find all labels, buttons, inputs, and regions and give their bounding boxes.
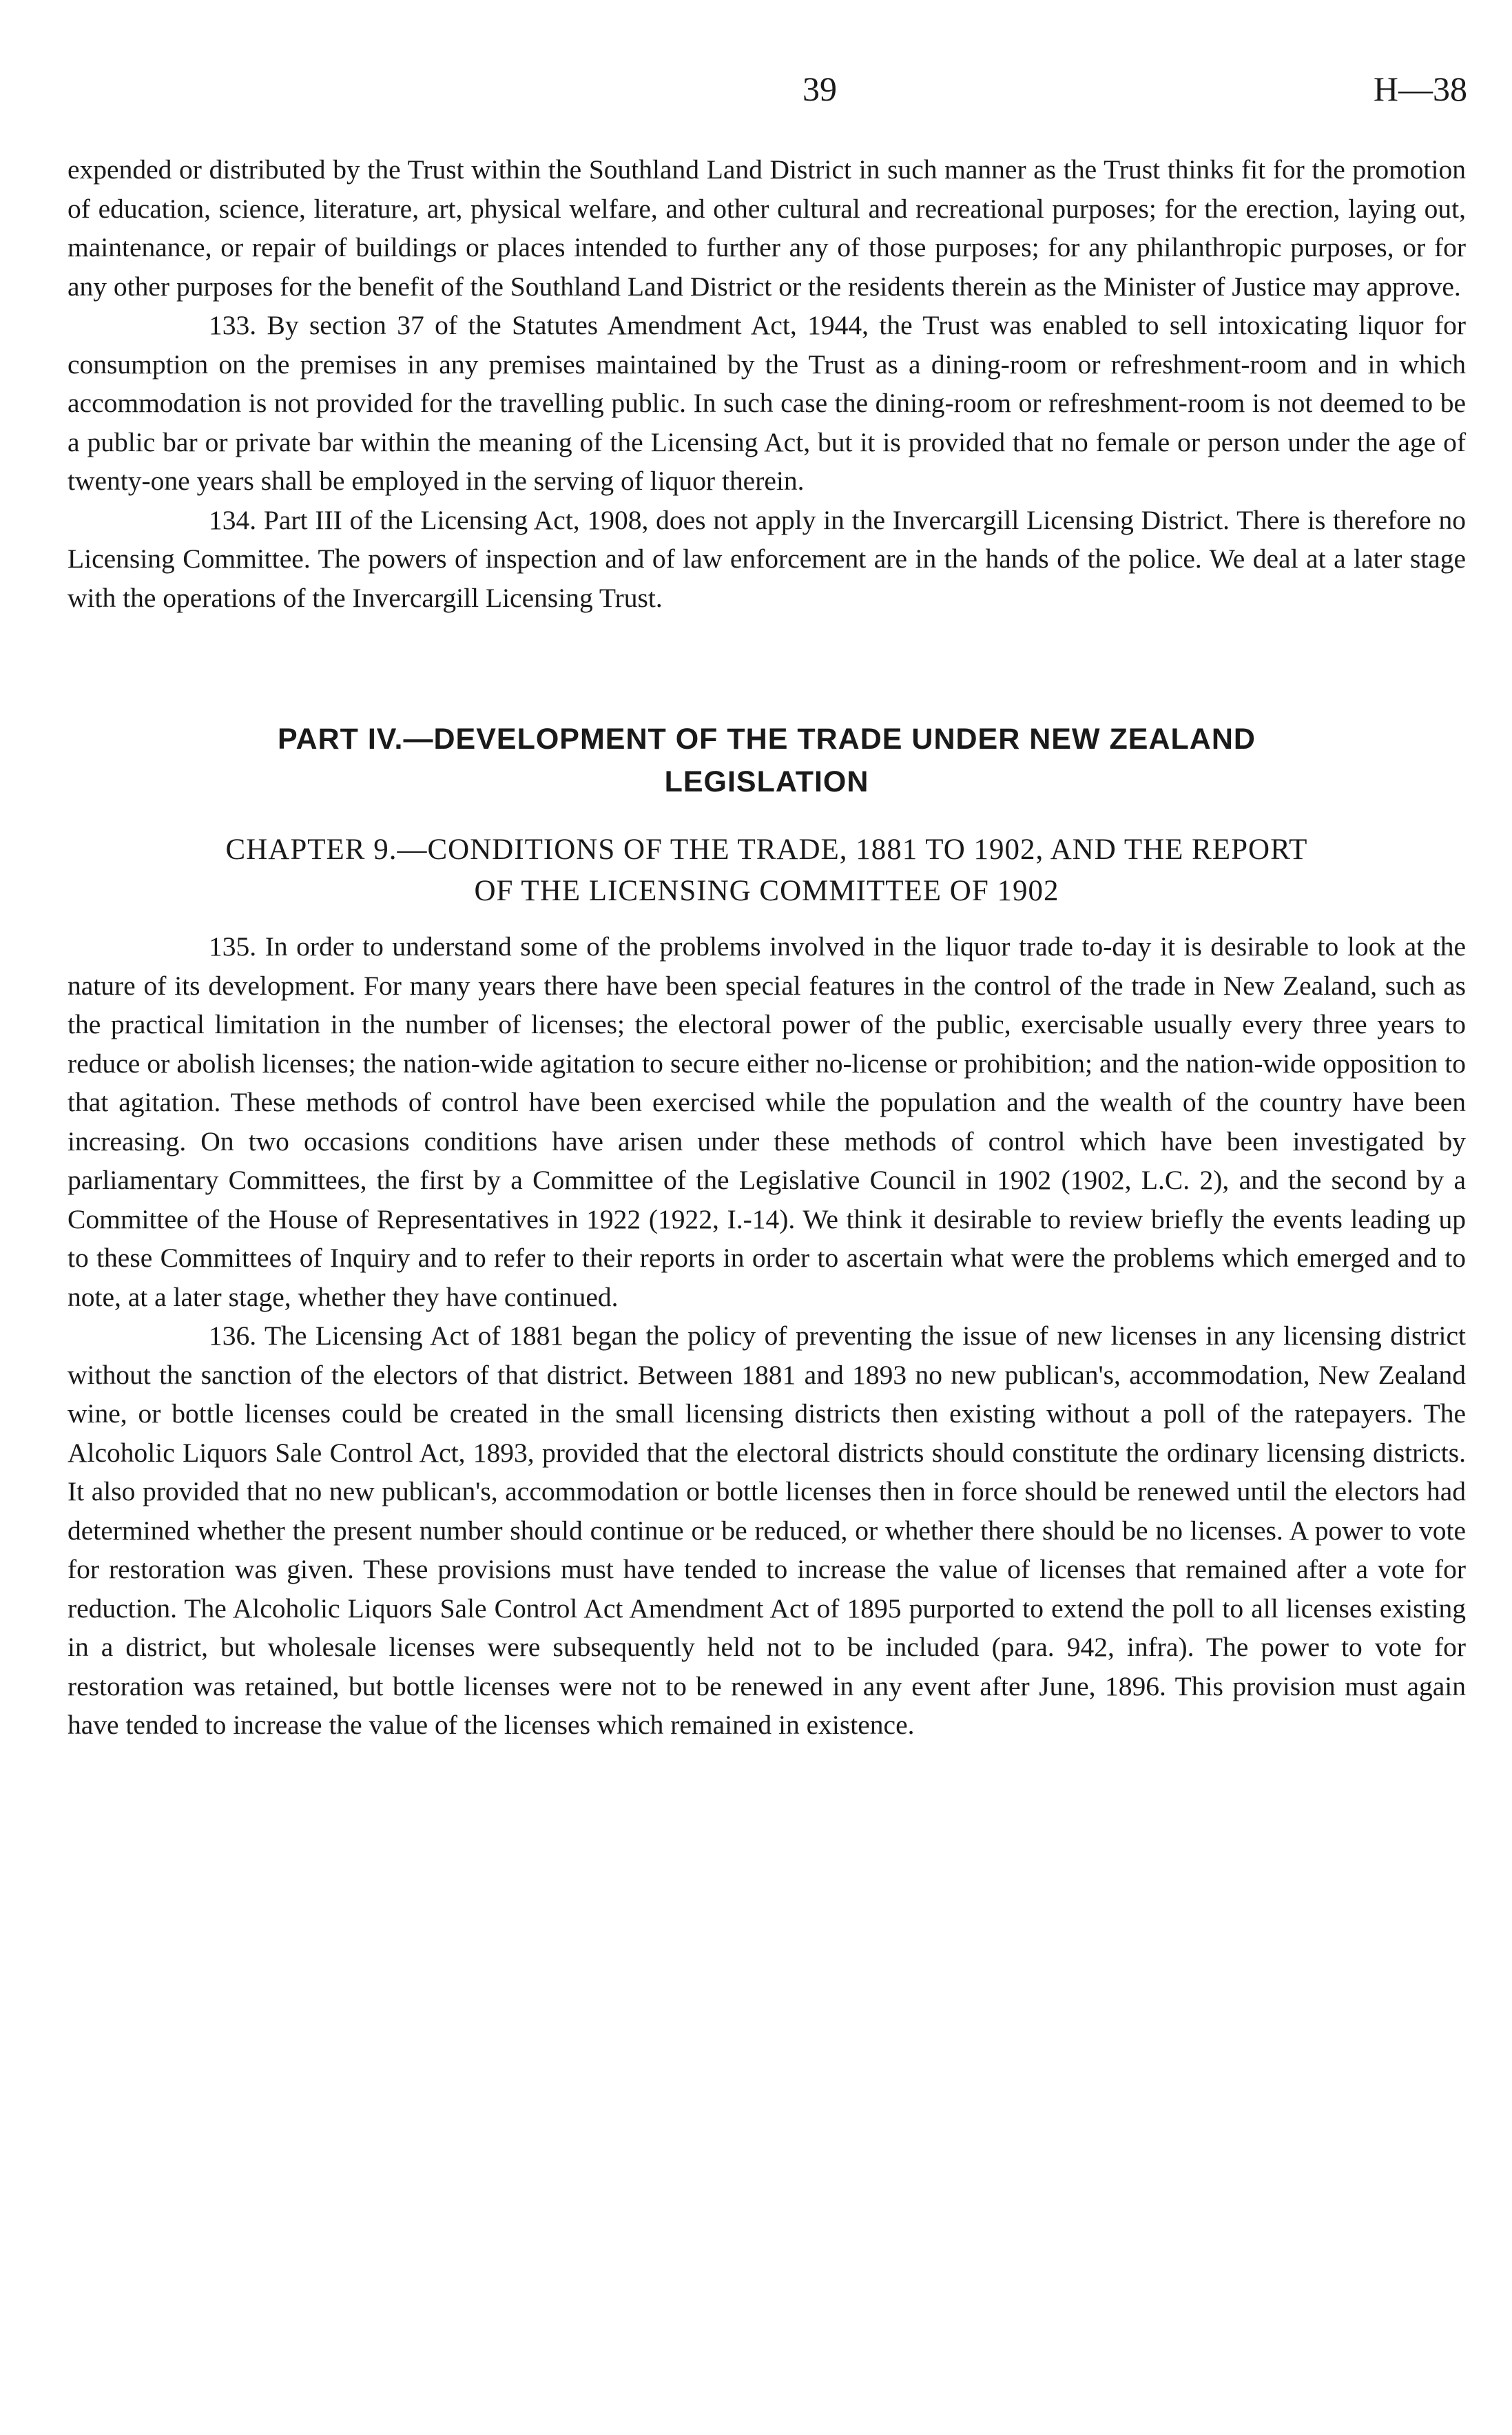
paragraph-continuation: expended or distributed by the Trust within the Southland Land District in such manner as the Trust thinks fit for the promotion of education, science, literature, art, physical welfare, and other cultural and recreational purposes; for the erection, laying out, maintenance, or repair of buildings or places intended to further any of those purposes; for any philanthropic purposes, or for any other purposes for the benefit of the Southland Land District or the residents therein as the Minister of Justice may approve. — [68, 154, 1466, 302]
part-heading — [68, 718, 1466, 803]
body-text — [68, 150, 1466, 1745]
part-heading-line-2: LEGISLATION — [664, 765, 869, 798]
document-reference: H—38 — [1373, 70, 1467, 108]
paragraph-136: 136. The Licensing Act of 1881 began the policy of preventing the issue of new licenses in any licensing district without the sanction of the electors of that district. Between 1881 and 1893 no new publican's, accommodation, New Zealand wine, or bottle licenses could be created in the small licensing districts then existing without a poll of the ratepayers. The Alcoholic Liquors Sale Control Act, 1893, provided that the electoral districts should constitute the ordinary licensing districts. It also provided that no new publican's, accommodation or bottle licenses then in force should be renewed until the electors had determined whether the present number should continue or be reduced, or whether there should be no licenses. A power to vote for restoration was given. These provisions must have tended to increase the value of licenses that remained after a vote for reduction. The Alcoholic Liquors Sale Control Act Amendment Act of 1895 purported to extend the poll to all licenses existing in a district, but wholesale licenses were subsequently held not to be included (para. 942, infra). The power to vote for restoration was retained, but bottle licenses were not to be renewed in any event after June, 1896. This provision must again have tended to increase the value of the licenses which remained in existence. — [68, 1320, 1466, 1740]
paragraph-133: 133. By section 37 of the Statutes Amendment Act, 1944, the Trust was enabled to sell intoxicating liquor for consumption on the premises in any premises maintained by the Trust as a dining-room or refreshment-room and in which accommodation is not provided for the travelling public. In such case the dining-room or refreshment-room is not deemed to be a public bar or private bar within the meaning of the Licensing Act, but it is provided that no female or person under the age of twenty-one years shall be employed in the serving of liquor therein. — [68, 310, 1466, 496]
page-number: 39 — [802, 70, 837, 108]
chapter-heading — [68, 829, 1466, 912]
chapter-heading-line-2: OF THE LICENSING COMMITTEE OF 1902 — [474, 875, 1059, 907]
part-heading-line-1: PART IV.—DEVELOPMENT OF THE TRADE UNDER NEW ZEALAND — [278, 723, 1256, 756]
chapter-heading-line-1: CHAPTER 9.—CONDITIONS OF THE TRADE, 1881 TO 1902, AND THE REPORT — [225, 833, 1308, 866]
paragraph-134: 134. Part III of the Licensing Act, 1908, does not apply in the Invercargill Licensing District. There is therefore no Licensing Committee. The powers of inspection and of law enforcement are in the hands of the police. We deal at a later stage with the operations of the Invercargill Licensing Trust. — [68, 504, 1466, 613]
page-header — [172, 69, 1467, 124]
paragraph-135: 135. In order to understand some of the problems involved in the liquor trade to-day it is desirable to look at the nature of its development. For many years there have been special features in the control of the trade in New Zealand, such as the practical limitation in the number of licenses; the electoral power of the public, exercisable usually every three years to reduce or abolish licenses; the nation-wide agitation to secure either no-license or prohibition; and the nation-wide opposition to that agitation. These methods of control have been exercised while the population and the wealth of the country have been increasing. On two occasions conditions have arisen under these methods of control which have been investigated by parliamentary Committees, the first by a Committee of the Legislative Council in 1902 (1902, L.C. 2), and the second by a Committee of the House of Representatives in 1922 (1922, I.-14). We think it desirable to review briefly the events leading up to these Committees of Inquiry and to refer to their reports in order to ascertain what were the problems which emerged and to note, at a later stage, whether they have continued. — [68, 931, 1466, 1312]
